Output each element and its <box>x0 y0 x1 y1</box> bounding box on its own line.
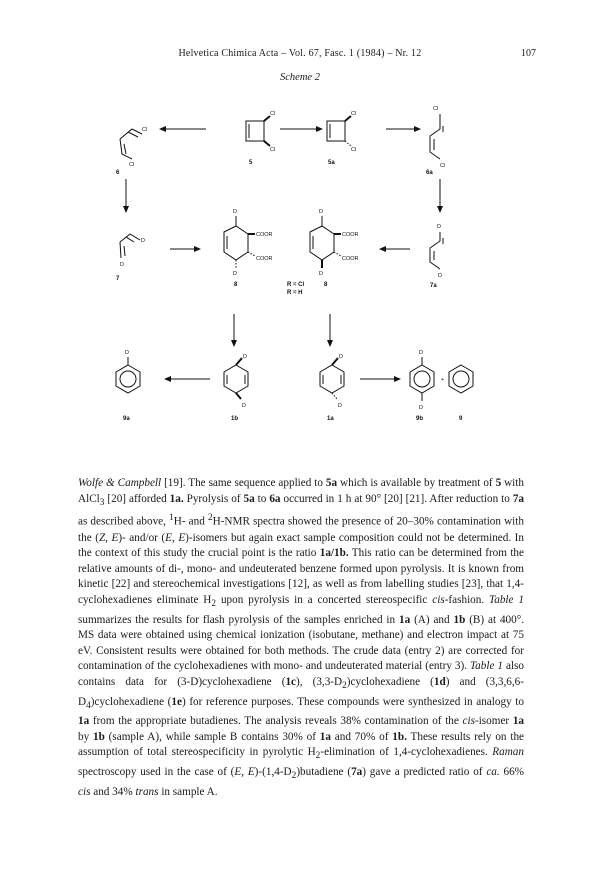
molecule-8 <box>224 209 273 288</box>
molecule-6a <box>426 106 445 176</box>
compound-label-7a: 7a <box>430 283 437 289</box>
atom-cl: Cl <box>440 163 446 169</box>
molecule-8-isomer <box>310 209 359 288</box>
atom-d: D <box>319 209 323 215</box>
atom-d: D <box>339 354 343 360</box>
compound-label-5a: 5a <box>328 160 335 166</box>
molecule-5 <box>246 111 275 166</box>
atom-cl: Cl <box>351 147 357 153</box>
molecule-5a <box>327 111 356 166</box>
molecule-9 <box>449 365 473 422</box>
compound-label-9b: 9b <box>416 416 424 422</box>
atom-coor: COOR <box>342 256 359 262</box>
compound-label-9: 9 <box>459 416 463 422</box>
atom-cl: Cl <box>270 147 276 153</box>
atom-cl: Cl <box>129 162 135 168</box>
compound-label-8: 8 <box>234 282 238 288</box>
atom-d: D <box>437 224 441 230</box>
journal-running-title: Helvetica Chimica Acta – Vol. 67, Fasc. 1 (1984) – Nr. 12 <box>178 48 422 59</box>
atom-cl: Cl <box>142 127 148 133</box>
molecule-6 <box>116 127 147 176</box>
atom-d: D <box>419 405 423 411</box>
molecule-7a <box>430 224 443 289</box>
compound-label-8: 8 <box>324 282 328 288</box>
atom-d: D <box>141 238 145 244</box>
atom-d: D <box>233 271 237 277</box>
atom-d: D <box>233 209 237 215</box>
plus-sign: + <box>441 377 445 383</box>
r-legend-h: R = H <box>287 290 303 296</box>
compound-label-6: 6 <box>116 170 120 176</box>
molecule-1b <box>224 354 248 422</box>
body-paragraph: Wolfe & Campbell [19]. The same sequence applied to 5a which is available by treatment of 5 with AlCl$_3$ [20] afforded 1a. Pyrolysis of 5a to 6a occurred in 1 h at 90° [20] [21]. After reduction to 7a as described above, $^1$H- and $^2$H-NMR spectra showed the presence of 20–30% contamination with the (Z, E)- and/or (E, E)-isomers but again exact sample composition could not be determined. In the context of this study the crucial point is the ratio 1a/1b. This ratio can be determined from the relative amounts of di-, mono- and undeuterated benzene formed upon pyrolysis. It is known from kinetic [22] and stereochemical investigations [12], as well as from labelling studies [23], that 1,4-cyclohexadienes eliminate $H_2$ upon pyrolysis in a concerted stereospecific cis-fashion. Table 1 summarizes the results for flash pyrolysis of the samples enriched in 1a (A) and 1b (B) at 400°. MS data were obtained using chemical ionization (isobutane, methane) and electron impact at 75 eV. Consistent results were obtained for both methods. The crude data (entry 2) are corrected for contamination of the cyclohexadienes with mono- and undeuterated material (entry 3). Table 1 also contains data for (3-D)cyclohexadiene (1c), $(3,3-D_2)cyclohexadiene$ (1d) and $(3,3,6,6-D_4)cyclohexadiene$ (1e) for reference purposes. These compounds were synthesized in analogy to 1a from the appropriate butadienes. The analysis reveals 38% contamination of the cis-isomer 1a by 1b (sample A), while sample B contains 30% of 1a and 70% of 1b. These results rely on the assumption of total stereospecificity in pyrolytic $H_2$-elimination of 1,4-cyclohexadienes. Raman spectroscopy used in the case of (E, $E)-(1,4-D_2)butadiene$ (7a) gave a predicted ratio of ca. 66% cis and 34% trans in sample A. <box>78 477 525 798</box>
molecule-9b <box>410 350 434 422</box>
compound-label-1a: 1a <box>327 416 334 422</box>
atom-coor: COOR <box>256 232 273 238</box>
atom-d: D <box>438 273 442 279</box>
reaction-scheme <box>0 84 600 424</box>
page-header <box>0 48 600 64</box>
atom-d: D <box>120 262 124 268</box>
atom-d: D <box>243 354 247 360</box>
atom-coor: COOR <box>256 256 273 262</box>
atom-d: D <box>242 403 246 409</box>
compound-label-6a: 6a <box>426 170 433 176</box>
atom-coor: COOR <box>342 232 359 238</box>
compound-label-9a: 9a <box>123 416 130 422</box>
compound-label-5: 5 <box>249 160 253 166</box>
compound-label-7: 7 <box>116 276 120 282</box>
atom-d: D <box>419 350 423 356</box>
r-legend-cl: R = Cl <box>287 282 305 288</box>
atom-d: D <box>125 350 129 356</box>
atom-d: D <box>338 403 342 409</box>
compound-label-1b: 1b <box>231 416 239 422</box>
molecule-9a <box>116 350 140 422</box>
atom-cl: Cl <box>433 106 439 112</box>
molecule-1a <box>320 354 344 422</box>
atom-d: D <box>319 271 323 277</box>
atom-cl: Cl <box>351 111 357 117</box>
scheme-title: Scheme 2 <box>280 72 320 83</box>
atom-cl: Cl <box>270 111 276 117</box>
page-number: 107 <box>521 48 536 59</box>
molecule-7 <box>116 234 145 282</box>
